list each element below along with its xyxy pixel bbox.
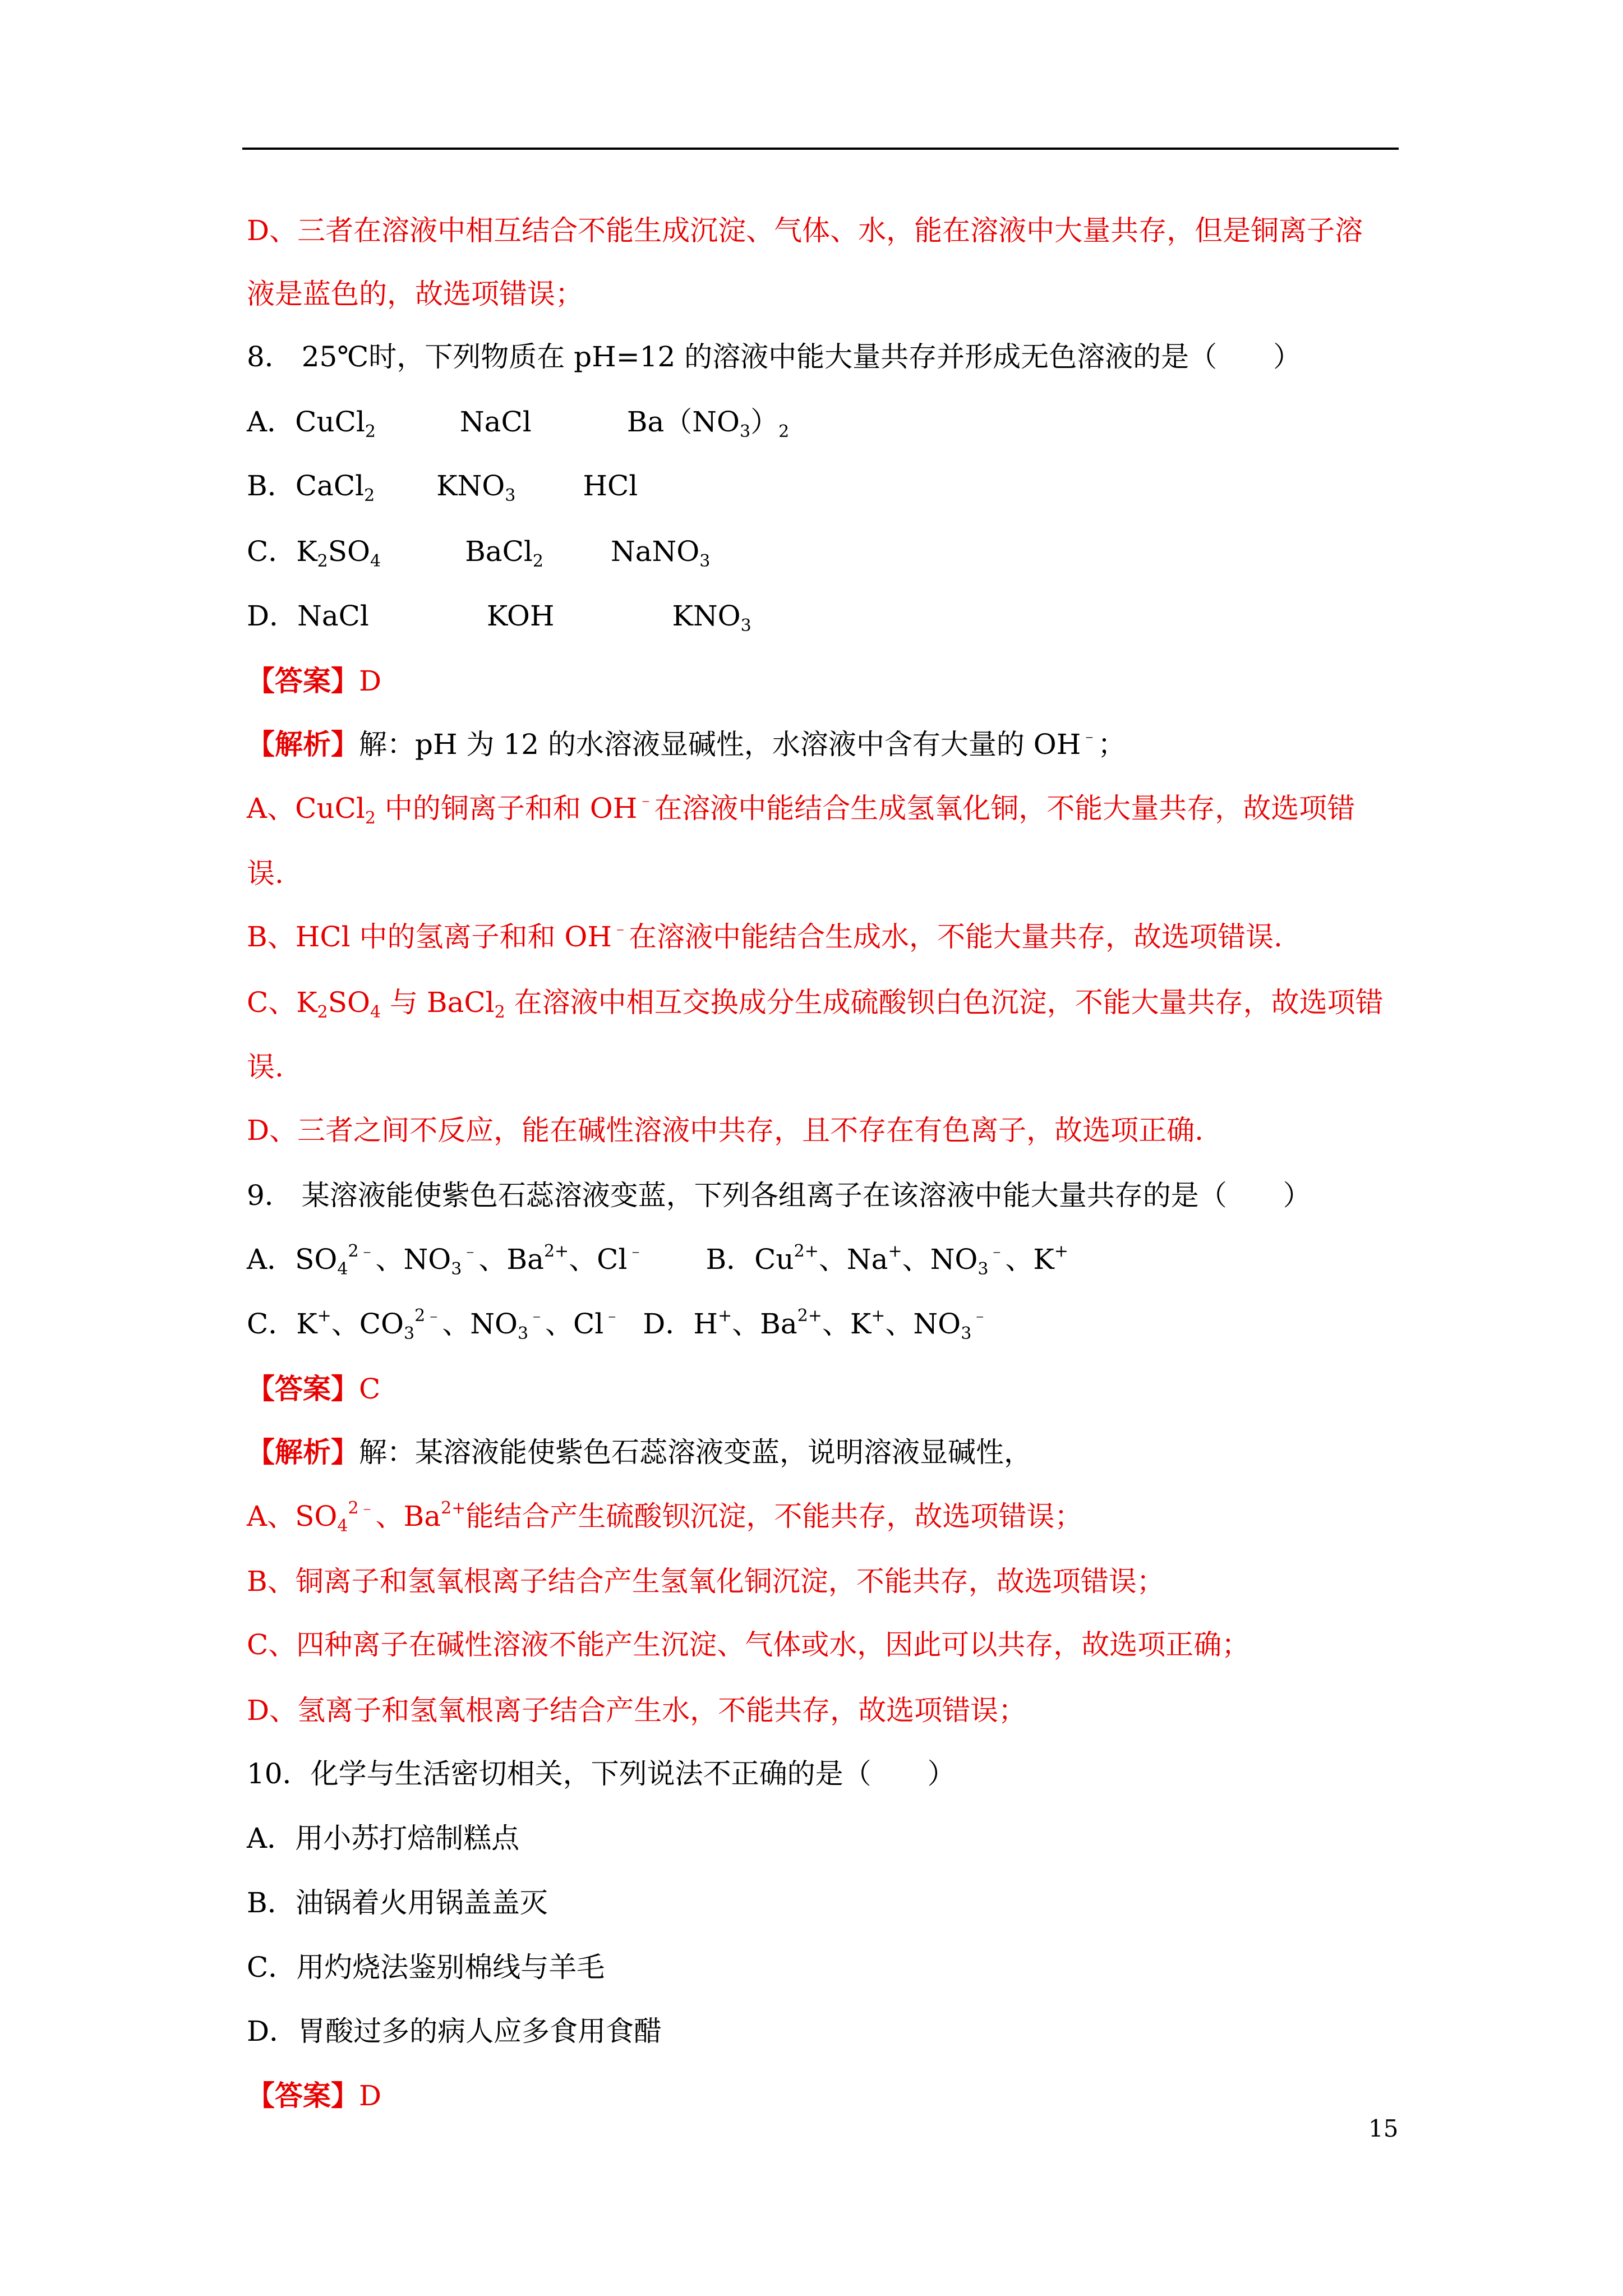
q10-option-b: B．油锅着火用锅盖盖灭 [247,1887,548,1919]
q10-stem: 10．化学与生活密切相关，下列说法不正确的是（ ） [247,1757,956,1790]
q8-answer: 【答案】D [247,664,382,697]
q9-stem: 9． 某溶液能使紫色石蕊溶液变蓝，下列各组离子在该溶液中能大量共存的是（ ） [247,1179,1311,1212]
q8-option-d: D．NaCl KOH $KNO_3$ [247,600,751,636]
q9-explanation-c: C、四种离子在碱性溶液不能产生沉淀、气体或水，因此可以共存，故选项正确； [247,1628,1250,1661]
q8-explanation-c-line2: 误. [247,1051,284,1083]
q9-answer: 【答案】C [247,1372,381,1405]
q9-explanation-a: A、$SO_4^{2﹣}$、$Ba^{2+}$能结合产生硫酸钡沉淀，不能共存，故选项错误； [247,1498,1083,1536]
q10-option-c: C．用灼烧法鉴别棉线与羊毛 [247,1951,605,1984]
q8-option-c: C．$K_2SO_4$ BaCl$_2$ NaNO$_3$ [247,535,711,571]
q9-options-cd: C．K+、$CO_3^{2﹣}$、$NO_3^﹣$、Cl﹣ D．H+、$Ba^{2+}$、K+、$NO_3^﹣$ [247,1306,989,1343]
q9-analysis-intro: 【解析】解：某溶液能使紫色石蕊溶液变蓝，说明溶液显碱性， [247,1435,1032,1469]
q10-option-a: A．用小苏打焙制糕点 [247,1822,520,1855]
q8-explanation-d: D、三者之间不反应，能在碱性溶液中共存，且不存在有色离子，故选项正确. [247,1114,1204,1147]
q8-option-b: B．CaCl$_2$ $KNO_3$ HCl [247,470,638,505]
q8-explanation-a-line2: 误. [247,857,284,890]
q7-explanation-d-line1: D、三者在溶液中相互结合不能生成沉淀、气体、水，能在溶液中大量共存，但是铜离子溶 [247,214,1363,247]
q9-explanation-d: D、氢离子和氢氧根离子结合产生水，不能共存，故选项错误； [247,1694,1027,1727]
q8-option-a: A．CuCl$_2$ NaCl $Ba(NO_3)_2$ [247,406,790,441]
q8-explanation-b: B、HCl 中的氢离子和和 OH﹣在溶液中能结合生成水，不能大量共存，故选项错误. [247,919,1283,953]
q8-stem: 8． 25℃时，下列物质在 pH=12 的溶液中能大量共存并形成无色溶液的是（ ） [247,341,1302,373]
q9-explanation-b: B、铜离子和氢氧根离子结合产生氢氧化铜沉淀，不能共存，故选项错误； [247,1565,1165,1598]
q7-explanation-d-line2: 液是蓝色的，故选项错误； [247,278,583,310]
q10-answer: 【答案】D [247,2079,382,2112]
q8-explanation-c-line1: C、$K_2SO_4$ 与 BaCl$_2$ 在溶液中相互交换成分生成硫酸钡白色沉淀，不能大量共存，故选项错 [247,986,1384,1022]
page-number: 15 [1368,2115,1399,2142]
q9-options-ab: A．$SO_4^{2﹣}$、$NO_3^﹣$、$Ba^{2+}$、Cl﹣ B．$Cu^{2+}$、Na+、$NO_3^﹣$、K+ [247,1241,1068,1279]
q8-explanation-a-line1: A、CuCl$_2$ 中的铜离子和和 OH﹣在溶液中能结合生成氢氧化铜，不能大量共存，故选项错 [247,790,1355,828]
q8-analysis-intro: 【解析】解：pH 为 12 的水溶液显碱性，水溶液中含有大量的 OH﹣； [247,726,1126,761]
q10-option-d: D．胃酸过多的病人应多食用食醋 [247,2015,662,2047]
header-rule [242,148,1399,150]
